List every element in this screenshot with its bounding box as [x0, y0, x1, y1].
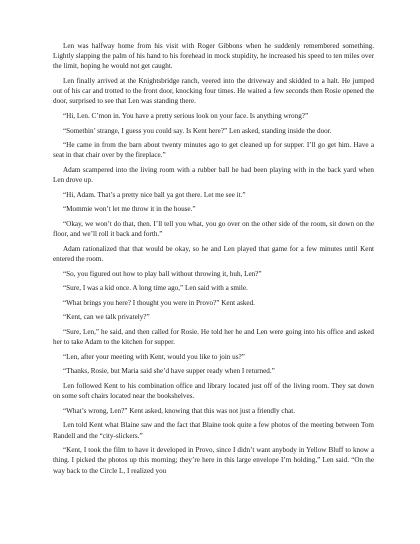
paragraph: “Somethin’ strange, I guess you could say. Is Kent here?” Len asked, standing inside the door. — [63, 126, 332, 135]
paragraph: “Thanks, Rosie, but Maria said she’d have supper ready when I returned.” — [63, 367, 275, 376]
paragraph: “Sure, Len,” he said, and then called for Rosie. He told her he and Len were going into his office and asked her to take Adam to the kitchen for supper. — [53, 327, 374, 347]
paragraph: “Sure, I was a kid once. A long time ago,” Len said with a smile. — [63, 284, 248, 293]
paragraph: “So, you figured out how to play ball without throwing it, huh, Len?” — [63, 269, 262, 278]
paragraph: “Len, after your meeting with Kent, would you like to join us?” — [63, 352, 245, 361]
paragraph: “Mommie won’t let me throw it in the house.” — [63, 205, 196, 214]
paragraph: “Okay, we won’t do that, then. I’ll tell you what, you go over on the other side of the room, sit down on the floor, and we’ll roll it back and forth.” — [53, 219, 374, 239]
paragraph: Len followed Kent to his combination office and library located just off of the living room. They sat down on some soft chairs located near the bookshelves. — [53, 381, 374, 401]
paragraph: “Hi, Adam. That’s a pretty nice ball ya got there. Let me see it.” — [63, 190, 246, 199]
paragraph: “Kent, I took the film to have it developed in Provo, since I didn’t want anybody in Yellow Bluff to know a thing. I picked the photos up this morning; they’re here in this large envelope I’m holding,” Len said. “On the way back to the Circle L, I realized you — [53, 446, 374, 475]
body-text — [53, 41, 374, 480]
paragraph: Len finally arrived at the Knightsbridge ranch, veered into the driveway and skidded to a halt. He jumped out of his car and trotted to the front door, knocking four times. He waited a few seconds then Rosie opened the door, surprised to see that Len was standing there. — [53, 77, 374, 106]
paragraph: Len told Kent what Blaine saw and the fact that Blaine took quite a few photos of the meeting between Tom Randell and the “city-slickers.” — [53, 421, 374, 440]
paragraph: Adam rationalized that that would be okay, so he and Len played that game for a few minutes until Kent entered the room. — [53, 244, 374, 263]
paragraph: “Hi, Len. C’mon in. You have a pretty serious look on your face. Is anything wrong?” — [63, 112, 309, 120]
paragraph: “He came in from the barn about twenty minutes ago to get cleaned up for supper. I’ll go get him. Have a seat in that chair over by the fireplace.” — [53, 141, 374, 160]
paragraph: Len was halfway home from his visit with Roger Gibbons when he suddenly remembered something. Lightly slapping the palm of his hand to his forehead in mock stupidity, he increased his speed to ten miles over the limit, hoping he would not get caught. — [53, 42, 374, 71]
paragraph: “Kent, can we talk privately?” — [63, 313, 150, 322]
paragraph: “What brings you here? I thought you were in Provo?” Kent asked. — [63, 298, 255, 307]
paragraph: Adam scampered into the living room with a rubber ball he had been playing with in the back yard when Len drove up. — [53, 165, 374, 185]
paragraph: “What’s wrong, Len?” Kent asked, knowing that this was not just a friendly chat. — [63, 406, 296, 415]
